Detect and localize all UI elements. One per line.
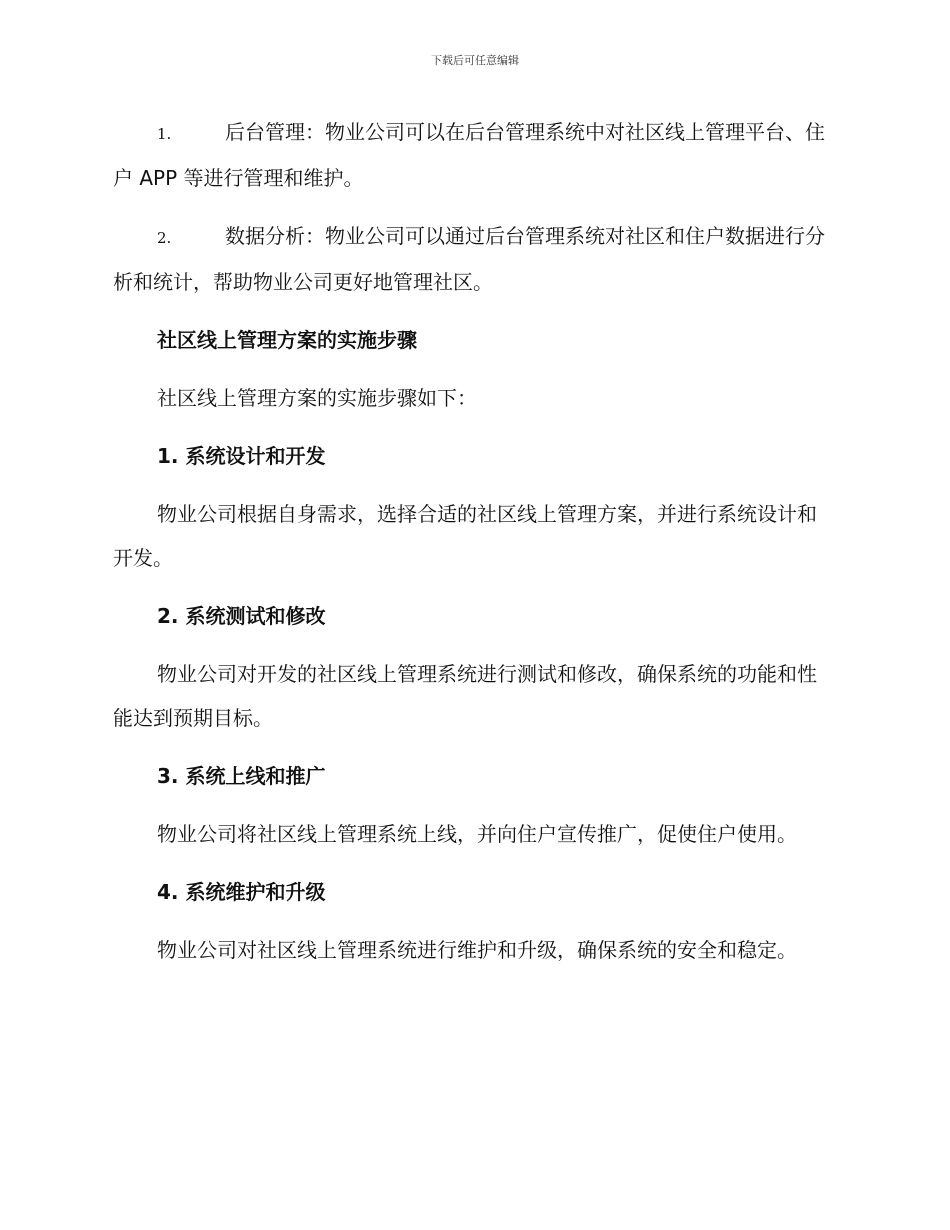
step-title: 4. 系统维护和升级 <box>157 880 326 904</box>
step-title: 1. 系统设计和开发 <box>157 444 326 468</box>
list-item <box>113 110 835 200</box>
list-item-text: 数据分析：物业公司可以通过后台管理系统对社区和住户数据进行分析和统计，帮助物业公司更好地管理社区。 <box>113 224 825 294</box>
list-number: 1. <box>157 125 172 143</box>
step-title: 2. 系统测试和修改 <box>157 604 326 628</box>
step-text: 物业公司将社区线上管理系统上线，并向住户宣传推广，促使住户使用。 <box>157 822 797 846</box>
document-body <box>113 110 835 986</box>
step-text: 物业公司对开发的社区线上管理系统进行测试和修改，确保系统的功能和性能达到预期目标。 <box>113 662 817 730</box>
list-item-text: 后台管理：物业公司可以在后台管理系统中对社区线上管理平台、住户 APP 等进行管理和维护。 <box>113 120 825 190</box>
section-intro: 社区线上管理方案的实施步骤如下： <box>157 386 477 410</box>
page-header: 下载后可任意编辑 <box>431 54 519 67</box>
list-item <box>113 214 835 304</box>
list-number: 2. <box>157 229 172 247</box>
step-text: 物业公司对社区线上管理系统进行维护和升级，确保系统的安全和稳定。 <box>157 938 797 962</box>
section-title: 社区线上管理方案的实施步骤 <box>157 328 417 352</box>
step-title: 3. 系统上线和推广 <box>157 764 326 788</box>
step-text: 物业公司根据自身需求，选择合适的社区线上管理方案，并进行系统设计和开发。 <box>113 502 817 570</box>
